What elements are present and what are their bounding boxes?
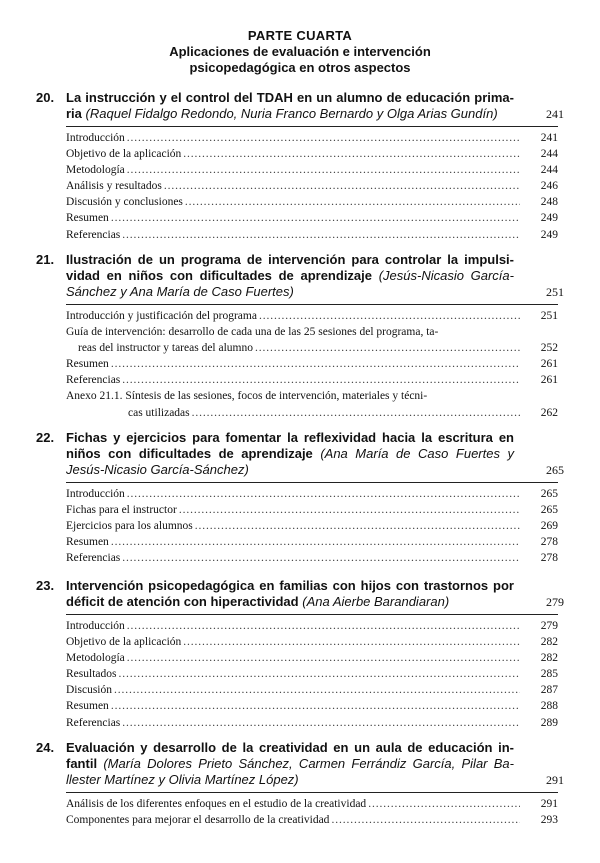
entry-page: 249 (540, 212, 558, 225)
entry-page: 241 (540, 132, 558, 144)
entry-label: Introducción (66, 618, 127, 634)
chapter-number: 23. (36, 578, 55, 593)
part-subtitle-line-1: Aplicaciones de evaluación e intervención (169, 44, 431, 59)
chapter-title-text: Fichas y ejercicios para fomentar la reflexividad hacia la escritura en niños con dificultades de aprendizaje (66, 430, 514, 461)
entry-label-cont: cas utilizadas (128, 405, 192, 421)
chapter-authors: (Ana María de Caso Fuertes y Jesús-Nicasio García-Sánchez) (66, 446, 514, 477)
entry-label: Anexo 21.1. Síntesis de las sesiones, focos de intervención, materiales y técni- (66, 390, 428, 403)
chapter-title[interactable] (66, 578, 564, 610)
chapter-page: 251 (546, 285, 564, 299)
chapter-21 (36, 252, 564, 421)
chapter-authors: (Jesús-Nicasio García-Sánchez y Ana María de Caso Fuertes) (66, 268, 514, 299)
entry-page: 269 (540, 520, 558, 533)
toc-entry[interactable] (66, 324, 558, 356)
entry-page: 265 (540, 488, 558, 500)
entry-label: Discusión (66, 682, 114, 698)
entry-label: Introducción y justificación del programa (66, 308, 259, 324)
entry-label: Metodología (66, 650, 127, 666)
chapter-22 (36, 430, 564, 566)
entry-label: Ejercicios para los alumnos (66, 518, 195, 534)
entry-label: Referencias (66, 372, 122, 388)
chapter-title[interactable] (66, 90, 564, 122)
entry-page: 278 (540, 552, 558, 565)
toc-entry[interactable] (66, 356, 558, 372)
entry-label: Resumen (66, 534, 111, 550)
entry-page: 261 (540, 358, 558, 371)
toc-entry[interactable] (66, 486, 558, 502)
chapter-page: 279 (546, 595, 564, 609)
toc-entry[interactable] (66, 130, 558, 146)
toc-entry[interactable] (66, 227, 558, 243)
entry-page: 249 (540, 228, 558, 241)
entry-page: 288 (540, 700, 558, 713)
entry-label: Referencias (66, 227, 122, 243)
toc-entry[interactable] (66, 618, 558, 634)
chapter-20 (36, 90, 564, 243)
chapter-authors: (Raquel Fidalgo Redondo, Nuria Franco Bernardo y Olga Arias Gundín) (85, 106, 498, 121)
entry-page: 293 (540, 814, 558, 827)
entry-list (66, 796, 558, 828)
entry-label: Objetivo de la aplicación (66, 634, 183, 650)
entry-list (66, 618, 558, 731)
entry-label: Objetivo de la aplicación (66, 146, 183, 162)
toc-entry[interactable] (66, 550, 558, 566)
entry-label: Fichas para el instructor (66, 502, 179, 518)
toc-entry[interactable] (66, 146, 558, 162)
entry-list (66, 130, 558, 243)
entry-label: Guía de intervención: desarrollo de cada una de las 25 sesiones del programa, ta- (66, 326, 439, 339)
toc-entry[interactable] (66, 388, 558, 420)
chapter-title[interactable] (66, 740, 564, 788)
toc-entry[interactable] (66, 162, 558, 178)
entry-page: 285 (540, 668, 558, 681)
toc-entry[interactable] (66, 308, 558, 324)
entry-list (66, 308, 558, 421)
entry-page: 244 (540, 164, 558, 177)
toc-entry[interactable] (66, 796, 558, 812)
entry-label: Metodología (66, 162, 127, 178)
toc-entry[interactable] (66, 698, 558, 714)
divider (66, 126, 558, 127)
entry-page: 251 (540, 310, 558, 322)
entry-page: 262 (540, 406, 558, 419)
toc-entry[interactable] (66, 812, 558, 828)
chapter-title-text: Ilustración de un programa de intervención para controlar la impulsi-vidad en niños con dificultades de aprendizaje (66, 252, 514, 283)
chapter-number: 20. (36, 90, 55, 105)
entry-label: Introducción (66, 130, 127, 146)
chapter-title-text: La instrucción y el control del TDAH en un alumno de educación prima-ria (66, 90, 514, 121)
entry-page: 252 (540, 342, 558, 355)
chapter-24 (36, 740, 564, 828)
entry-page: 246 (540, 180, 558, 193)
entry-page: 261 (540, 374, 558, 387)
entry-label-cont: reas del instructor y tareas del alumno (78, 340, 255, 356)
entry-label: Referencias (66, 550, 122, 566)
chapter-title-text: Evaluación y desarrollo de la creatividad en un aula de educación in-fantil (66, 740, 514, 771)
chapter-number: 22. (36, 430, 55, 445)
part-subtitle-line-2: psicopedagógica en otros aspectos (189, 60, 411, 75)
divider (66, 304, 558, 305)
entry-label: Resumen (66, 356, 111, 372)
toc-entry[interactable] (66, 682, 558, 698)
toc-entry[interactable] (66, 210, 558, 226)
chapter-page: 265 (546, 463, 564, 477)
toc-entry[interactable] (66, 534, 558, 550)
toc-entry[interactable] (66, 518, 558, 534)
entry-page: 279 (540, 620, 558, 632)
toc-entry[interactable] (66, 634, 558, 650)
divider (66, 482, 558, 483)
entry-page: 278 (540, 536, 558, 549)
part-heading: PARTE CUARTA (247, 28, 353, 43)
entry-page: 248 (540, 196, 558, 209)
entry-label: Análisis y resultados (66, 178, 164, 194)
chapter-23 (36, 578, 564, 731)
chapter-title-text: Intervención psicopedagógica en familias con hijos con trastornos por déficit de atención con hiperactividad (66, 578, 514, 609)
toc-entry[interactable] (66, 666, 558, 682)
entry-page: 291 (540, 798, 558, 810)
divider (66, 792, 558, 793)
entry-page: 289 (540, 716, 558, 729)
entry-label: Introducción (66, 486, 127, 502)
entry-page: 287 (540, 684, 558, 697)
chapter-number: 24. (36, 740, 55, 755)
entry-list (66, 486, 558, 566)
entry-label: Referencias (66, 715, 122, 731)
chapter-page: 241 (546, 107, 564, 121)
chapter-number: 21. (36, 252, 55, 267)
entry-page: 282 (540, 652, 558, 665)
divider (66, 614, 558, 615)
toc-entry[interactable] (66, 372, 558, 388)
entry-page: 282 (540, 636, 558, 649)
toc-entry[interactable] (66, 502, 558, 518)
chapter-authors: (María Dolores Prieto Sánchez, Carmen Ferrándiz García, Pilar Ba-llester Martínez y Olivia Martínez López) (66, 756, 514, 787)
entry-label: Resumen (66, 698, 111, 714)
entry-page: 244 (540, 148, 558, 161)
entry-label: Resultados (66, 666, 118, 682)
toc-entry[interactable] (66, 178, 558, 194)
toc-entry[interactable] (66, 715, 558, 731)
entry-label: Análisis de los diferentes enfoques en el estudio de la creatividad (66, 796, 368, 812)
chapter-title[interactable] (66, 252, 564, 300)
entry-label: Componentes para mejorar el desarrollo de la creatividad (66, 812, 331, 828)
entry-label: Resumen (66, 210, 111, 226)
entry-label: Discusión y conclusiones (66, 194, 185, 210)
toc-entry[interactable] (66, 650, 558, 666)
entry-page: 265 (540, 504, 558, 517)
chapter-page: 291 (546, 773, 564, 787)
chapter-title[interactable] (66, 430, 564, 478)
toc-entry[interactable] (66, 194, 558, 210)
chapter-authors: (Ana Aierbe Barandiaran) (302, 594, 450, 609)
